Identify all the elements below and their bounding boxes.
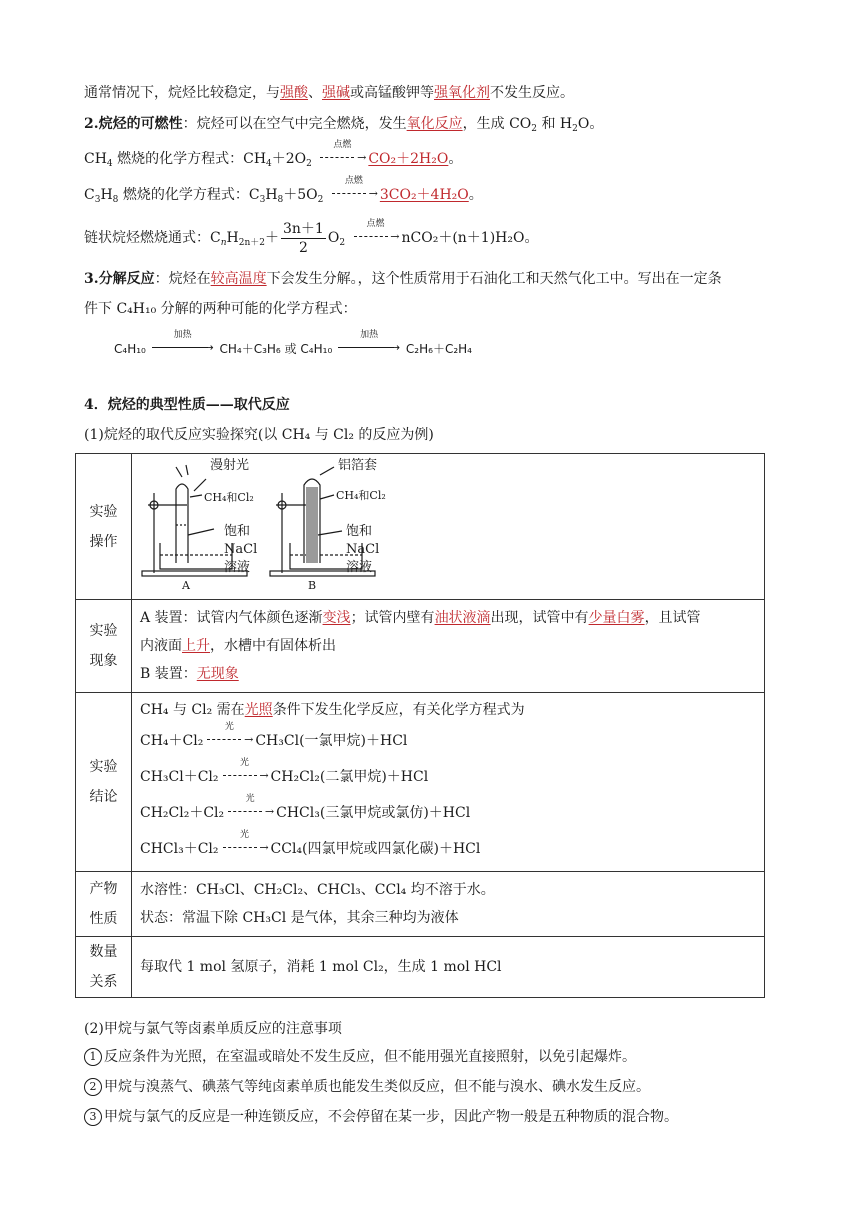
general-label: 链状烷烃燃烧通式：C — [84, 230, 221, 246]
section4-subtitle: (1)烷烃的取代反应实验探究(以 CH₄ 与 Cl₂ 的反应为例) — [84, 427, 434, 443]
foil-label: 铝箔套 — [338, 457, 378, 473]
ch4-label-end: 燃烧的化学方程式：CH — [112, 151, 267, 167]
c3h8-label: C — [84, 187, 95, 203]
note-text: 甲烷与氯气的反应是一种连锁反应，不会停留在某一步，因此产物一般是五种物质的混合物。 — [104, 1109, 678, 1125]
heat-arrow: 加热 → — [338, 340, 400, 354]
label-line2: 操作 — [89, 533, 118, 550]
row-label — [76, 872, 132, 937]
arrow-condition: 光 — [240, 758, 250, 768]
intro-text: 通常情况下，烷烃比较稳定，与 — [84, 85, 280, 101]
quantity-text: 每取代 1 mol 氢原子，消耗 1 mol Cl₂，生成 1 mol HCl — [140, 959, 502, 975]
period: 。 — [468, 187, 483, 203]
fraction-numerator: 3n＋1 — [282, 220, 324, 237]
row-label — [76, 600, 132, 693]
text: ，且试管 — [644, 610, 701, 626]
label-line1: 实验 — [89, 759, 118, 775]
subscript-n: n — [220, 238, 227, 248]
conclusion-cell — [132, 693, 765, 872]
row-label — [76, 937, 132, 998]
text: ；试管内壁有 — [350, 610, 435, 626]
c3h8-label-mid: H — [100, 187, 113, 203]
caption-a: A — [182, 578, 190, 592]
arrow-condition: 光 — [245, 794, 255, 804]
state-text: 状态：常温下除 CH₃Cl 是气体，其余三种均为液体 — [140, 910, 459, 926]
text: A 装置：试管内气体颜色逐渐 — [140, 610, 323, 626]
eq-right: CH₂Cl₂(二氯甲烷)＋HCl — [270, 769, 429, 785]
intro-text-end: 不发生反应。 — [490, 85, 574, 101]
eq-right: CHCl₃(三氯甲烷或氯仿)＋HCl — [276, 805, 471, 821]
reaction-arrow: 点燃 → — [318, 150, 366, 164]
fraction-denominator: 2 — [298, 239, 308, 256]
eq-left: CHCl₃＋Cl₂ — [140, 841, 219, 857]
solution-label-b1: 饱和 — [346, 523, 373, 539]
text: ，水槽中有固体析出 — [210, 638, 336, 654]
eq-right: CH₃Cl(一氯甲烷)＋HCl — [255, 733, 408, 749]
answer-rise: 上升 — [182, 638, 210, 654]
answer-strong-oxidant: 强氧化剂 — [434, 85, 490, 101]
solution-label-a3: 溶液 — [224, 559, 251, 575]
caption-b: B — [308, 578, 317, 592]
intro-line — [84, 82, 574, 104]
answer-light: 光照 — [244, 702, 273, 718]
substitution-eq4 — [140, 831, 756, 867]
answer-strong-acid: 强酸 — [280, 85, 308, 101]
note-item — [84, 1076, 650, 1098]
label-line1: 实验 — [89, 503, 118, 520]
c3h8-reactants: ＋5O — [283, 187, 318, 203]
notes-title: (2)甲烷与氯气等卤素单质反应的注意事项 — [84, 1021, 342, 1037]
substitution-eq3 — [140, 795, 756, 831]
light-arrow — [176, 467, 182, 477]
test-tube-a — [176, 484, 188, 563]
circled-number: 3 — [84, 1108, 102, 1126]
c3h8-equation: $C_3H_8$ 燃烧的化学方程式：$C_3H_8+5O_2$ 点燃 → 3CO₂＋4H₂O。 — [84, 176, 483, 205]
phenomenon-a-line1 — [140, 604, 756, 632]
general-combustion-equation: 链状烷烃燃烧通式：$C_nH_{2n+2}+$ $\frac{3n+1}{2}$ $O_2$ 点燃 → nCO₂＋(n＋1)H₂O。 — [84, 219, 539, 256]
reaction-arrow: 光 → — [226, 804, 274, 818]
text: 条件下发生化学反应，有关化学方程式为 — [272, 702, 525, 718]
general-products: nCO₂＋(n＋1)H₂O。 — [401, 230, 539, 246]
combustibility-line: 2.烷烃的可燃性：烷烃可以在空气中完全燃烧，发生氧化反应，生成 $CO_2$ 和 $H_2O$。 — [84, 116, 604, 134]
arrow-condition: 点燃 — [333, 140, 352, 150]
note-item — [84, 1046, 636, 1068]
phenomenon-cell — [132, 600, 765, 693]
eq-left: CH₂Cl₂＋Cl₂ — [140, 805, 225, 821]
decomposition-text: ：烷烃在 — [154, 271, 211, 287]
reaction-arrow: 点燃 → — [352, 229, 400, 243]
decomposition-text-2: 下会发生分解。，这个性质常用于石油化工和天然气化工中。写出在一定条 — [266, 271, 722, 287]
answer-white-mist: 少量白雾 — [588, 610, 645, 626]
combustibility-text-2: ，生成 CO — [462, 116, 532, 132]
circled-number: 1 — [84, 1048, 102, 1066]
solution-label-a2: NaCl — [224, 541, 258, 557]
gas-label-b: CH₄和Cl₂ — [336, 488, 386, 502]
reaction-arrow: 点燃 → — [330, 186, 378, 200]
text: CH₄ 与 Cl₂ 需在 — [140, 702, 245, 718]
foil-cover — [306, 487, 318, 563]
section4-title: 4．烷烃的典型性质——取代反应 — [84, 397, 290, 413]
note-text: 反应条件为光照，在室温或暗处不发生反应，但不能用强光直接照射，以免引起爆炸。 — [104, 1049, 636, 1065]
combustibility-text-3: 和 H — [537, 116, 573, 132]
experiment-table — [75, 453, 765, 998]
text: 内液面 — [140, 638, 182, 654]
plus: ＋ — [264, 230, 279, 246]
c3h8-reactant-h: H — [265, 187, 278, 203]
arrow-condition: 加热 — [173, 330, 192, 340]
decomposition-text-3: 件下 C₄H₁₀ 分解的两种可能的化学方程式： — [84, 301, 357, 317]
light-label: 漫射光 — [210, 457, 250, 473]
solution-label-b3: 溶液 — [346, 559, 373, 575]
apparatus-cell — [132, 454, 765, 600]
product-property-cell — [132, 872, 765, 937]
text: B 装置： — [140, 666, 197, 682]
label-line2: 结论 — [89, 789, 118, 805]
solution-label-a1: 饱和 — [224, 523, 251, 539]
intro-text-mid: 或高锰酸钾等 — [350, 85, 434, 101]
arrow-condition: 光 — [240, 830, 250, 840]
or-word: 或 — [284, 342, 297, 356]
note-item — [84, 1106, 678, 1128]
reaction-arrow: 光 → — [221, 840, 269, 854]
answer-oily-drops: 油状液滴 — [434, 610, 491, 626]
eq-left: CH₄＋Cl₂ — [140, 733, 204, 749]
decomposition-line-2 — [84, 298, 357, 320]
table-row — [76, 693, 765, 872]
reaction-arrow: 光 → — [205, 732, 253, 746]
arrow-condition: 点燃 — [344, 176, 363, 186]
subscript-2n2: 2n＋2 — [238, 238, 265, 248]
arrow-condition: 加热 — [360, 330, 379, 340]
apparatus-diagram — [132, 455, 762, 599]
eq2-reactant: C₄H₁₀ — [300, 342, 333, 356]
answer-no-phenomenon: 无现象 — [196, 666, 239, 682]
conclusion-intro — [140, 697, 756, 723]
answer-lighter: 变浅 — [322, 610, 351, 626]
gas-label-a: CH₄和Cl₂ — [204, 490, 254, 504]
substitution-eq1 — [140, 723, 756, 759]
solution-label-b2: NaCl — [346, 541, 380, 557]
label-line1: 产物 — [89, 881, 118, 897]
combustibility-text-4: O。 — [577, 116, 604, 132]
answer-strong-base: 强碱 — [322, 85, 350, 101]
heat-arrow: 加热 → — [152, 340, 214, 354]
answer-oxidation: 氧化反应 — [406, 116, 463, 132]
phenomenon-a-line2 — [140, 632, 756, 660]
label-line1: 数量 — [89, 944, 118, 960]
ch4-label: CH — [84, 151, 107, 167]
table-row — [76, 600, 765, 693]
label-line2: 现象 — [89, 653, 118, 669]
label-line1: 实验 — [89, 623, 118, 639]
table-row — [76, 454, 765, 600]
substitution-eq2 — [140, 759, 756, 795]
eq1-reactant: C₄H₁₀ — [114, 342, 146, 356]
eq2-products: C₂H₆＋C₂H₄ — [405, 342, 472, 356]
eq-left: CH₃Cl＋Cl₂ — [140, 769, 219, 785]
fraction — [281, 220, 326, 257]
phenomenon-b-line — [140, 660, 756, 688]
eq-right: CCl₄(四氯甲烷或四氯化碳)＋HCl — [270, 841, 481, 857]
solubility-text: 水溶性：CH₃Cl、CH₂Cl₂、CHCl₃、CCl₄ 均不溶于水。 — [140, 882, 495, 898]
label-line2: 性质 — [89, 911, 118, 927]
answer-high-temp: 较高温度 — [210, 271, 267, 287]
quantity-cell — [132, 937, 765, 998]
decomposition-line — [84, 268, 722, 290]
text: 出现，试管中有 — [490, 610, 589, 626]
general-h: H — [226, 230, 239, 246]
arrow-condition: 光 — [224, 722, 234, 732]
answer-ch4-products: CO₂＋2H₂O — [368, 151, 449, 167]
circled-number: 2 — [84, 1078, 102, 1096]
arrow-condition: 点燃 — [366, 219, 385, 229]
reaction-arrow: 光 → — [221, 768, 269, 782]
table-row — [76, 872, 765, 937]
eq1-products: CH₄＋C₃H₆ — [219, 342, 281, 356]
combustibility-heading: 2.烷烃的可燃性 — [84, 116, 183, 132]
answer-c3h8-products: 3CO₂＋4H₂O — [379, 187, 469, 203]
general-o2: O — [327, 230, 340, 246]
table-row — [76, 937, 765, 998]
separator: 、 — [308, 85, 322, 101]
ch4-equation: $CH_4$ 燃烧的化学方程式：$CH_4+2O_2$ 点燃 → CO₂＋2H₂O。 — [84, 140, 463, 169]
note-text: 甲烷与溴蒸气、碘蒸气等纯卤素单质也能发生类似反应，但不能与溴水、碘水发生反应。 — [104, 1079, 650, 1095]
combustibility-text: ：烷烃可以在空气中完全燃烧，发生 — [182, 116, 407, 132]
label-line2: 关系 — [89, 974, 118, 990]
decomposition-equations — [114, 330, 472, 360]
row-label — [76, 454, 132, 600]
c3h8-label-end: 燃烧的化学方程式：C — [118, 187, 260, 203]
trough-a — [160, 543, 232, 569]
row-label — [76, 693, 132, 872]
ch4-reactants: ＋2O — [271, 151, 307, 167]
decomposition-heading: 3.分解反应 — [84, 271, 155, 287]
period: 。 — [448, 151, 463, 167]
